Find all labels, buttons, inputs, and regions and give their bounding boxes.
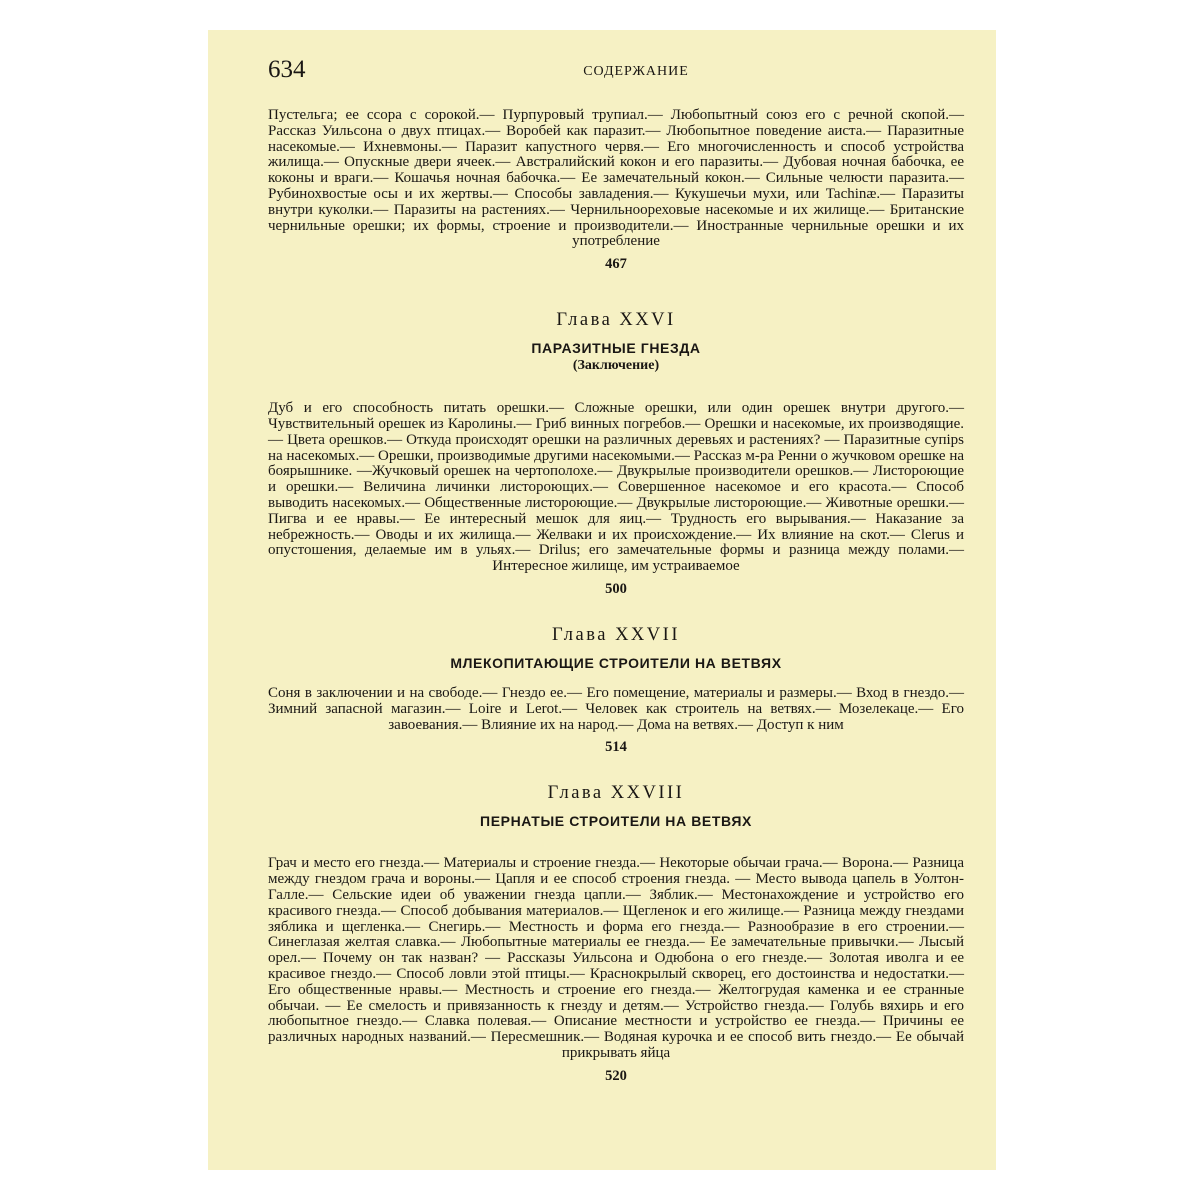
contents-body [268,108,964,1085]
chapter-title: ПАРАЗИТНЫЕ ГНЕЗДА [531,340,701,357]
page-number: 634 [268,56,306,83]
page-header [268,56,964,86]
chapter-heading: Глава XXVIII [547,783,685,804]
book-page [208,30,996,1170]
running-title: СОДЕРЖАНИЕ [583,64,689,79]
chapter-heading: Глава XXVI [556,310,676,331]
section-page-number: 520 [605,1067,627,1084]
section-page-number: 467 [605,256,627,273]
chapter-subtitle: (Заключение) [572,358,660,374]
section-page-number: 500 [605,580,627,597]
section-description: Грач и место его гнезда.— Материалы и строение гнезда.— Некоторые обычаи грача.— Ворона.— Разница между гнездом грача и вороны.— Цапля и ее способ строения гнезда. — Место вывода цапель в Уолтон-Галле.— Сельские идеи об уважении гнезда цапли.— Зяблик.— Местонахождение и устройство его красивого гнезда.— Способ добывания материалов.— Щегленок и его жилище.— Разница между гнездами зяблика и щегленка.— Снегирь.— Местность и форма его гнезда.— Разнообразие в его строении.— Синеглазая желтая славка.— Любопытные материалы ее гнезда.— Ее замечательные привычки.— Лысый орел.— Почему он так назван? — Рассказы Уильсона и Одюбона о его гнезде.— Золотая иволга и ее красивое гнездо.— Способ ловли этой птицы.— Краснокрылый скворец, его достоинства и недостатки.— Его общественные нравы.— Местность и строение его гнезда.— Желтогрудая каменка и ее странные обычаи. — Ее смелость и привязанность к гнезду и детям.— Устройство гнезда.— Голубь вяхирь и его любопытное гнездо.— Славка полевая.— Описание местности и устройство ее гнезда.— Причины ее различных народных названий.— Пересмешник.— Водяная курочка и ее способ вить гнездо.— Ее обычай прикрывать яйца [268,855,964,1061]
section-description: Соня в заключении и на свободе.— Гнездо ее.— Его помещение, материалы и размеры.— Вход в гнездо.— Зимний запасной магазин.— Loire и Lerot.— Человек как строитель на ветвях.— Мозелекаце.— Его завоевания.— Влияние их на народ.— Дома на ветвях.— Доступ к ним [268,684,964,733]
section-page-number: 514 [605,739,627,756]
chapter-heading: Глава XXVII [552,624,680,645]
section-description: Пустельга; ее ссора с сорокой.— Пурпуровый трупиал.— Любопытный союз его с речной скопой.— Рассказ Уильсона о двух птицах.— Воробей как паразит.— Любопытное поведение аиста.— Паразитные насекомые.— Ихневмоны.— Паразит капустного червя.— Его многочисленность и способ устройства жилища.— Опускные двери ячеек.— Австралийский кокон и его паразиты.— Дубовая ночная бабочка, ее коконы и враги.— Кошачья ночная бабочка.— Ее замечательный кокон.— Сильные челюсти паразита.— Рубинохвостые осы и их жертвы.— Способы завладения.— Кукушечьи мухи, или Tachinæ.— Паразиты внутри куколки.— Паразиты на растениях.— Чернильноореховые насекомые и их жилище.— Британские чернильные орешки; их формы, строение и производители.— Иностранные чернильные орешки и их употребление [268,107,964,250]
section-description: Дуб и его способность питать орешки.— Сложные орешки, или один орешек внутри другого.— Чувствительный орешек из Каролины.— Гриб винных погребов.— Орешки и насекомые, их производящие.— Цвета орешков.— Откуда происходят орешки на различных деревьях и растениях? — Паразитные супірѕ на насекомых.— Орешки, производимые другими насекомыми.— Рассказ м-ра Ренни о жучковом орешке на боярышнике. —Жучковый орешек на чертополохе.— Двукрылые производители орешков.— Листороющие и орешки.— Величина личинки листороющих.— Совершенное насекомое и его красота.— Способ выводить насекомых.— Общественные листороющие.— Двукрылые листороющие.— Животные орешки.— Пигва и ее нравы.— Ее интересный мешок для яиц.— Трудность его вырывания.— Наказание за небрежность.— Оводы и их жилища.— Желваки и их происхождение.— Их влияние на скот.— Clerus и опустошения, делаемые им в ульях.— Drilus; его замечательные формы и разница между полами.— Интересное жилище, им устраиваемое [268,400,964,575]
chapter-title: МЛЕКОПИТАЮЩИЕ СТРОИТЕЛИ НА ВЕТВЯХ [450,654,782,671]
chapter-title: ПЕРНАТЫЕ СТРОИТЕЛИ НА ВЕТВЯХ [480,813,752,830]
